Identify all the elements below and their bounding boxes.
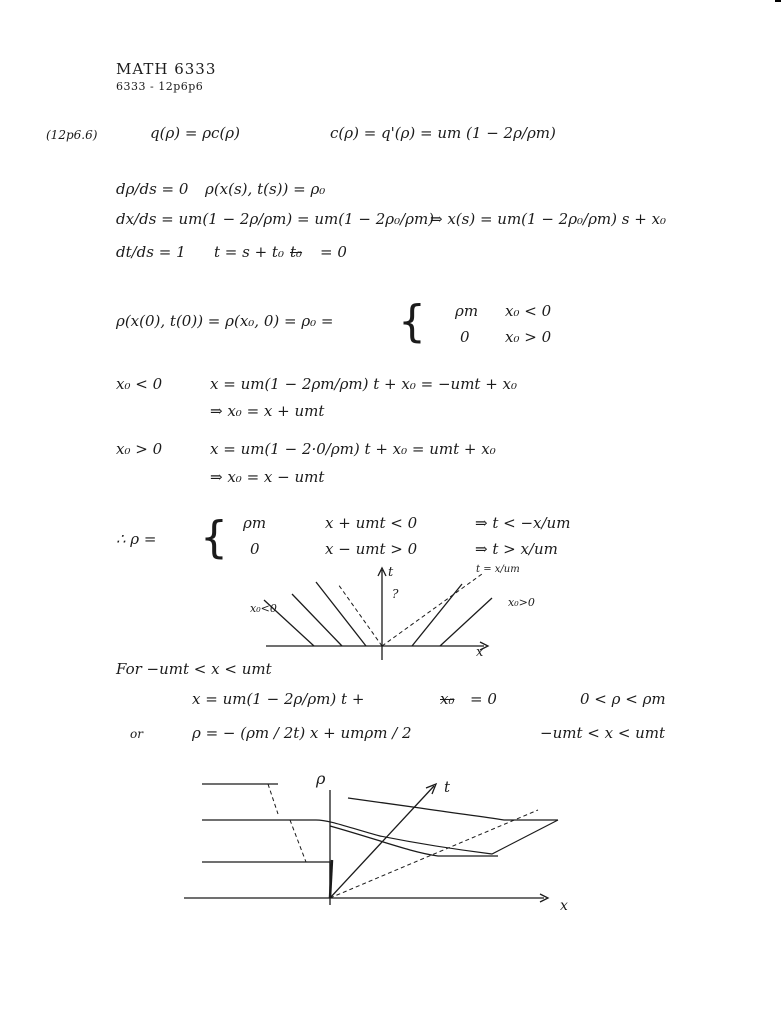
course-title: MATH 6333: [116, 60, 217, 78]
case1-label: x₀ < 0: [116, 375, 163, 393]
struck-x0: x₀: [440, 690, 455, 708]
fan-for-line: For −umt < x < umt: [116, 660, 272, 678]
right-characteristic: [412, 584, 462, 646]
figure2-t-label: t: [444, 778, 451, 796]
flux-equation: q(ρ) = ρc(ρ): [150, 124, 240, 142]
struck-t0: t₀: [290, 243, 303, 261]
drho-ds: dρ/ds = 0: [116, 180, 189, 198]
figure2-rho-label: ρ: [316, 769, 326, 788]
initial-brace: {: [398, 296, 426, 347]
case2-implication: ⇒ x₀ = x − umt: [210, 468, 325, 486]
solution-row2-condition: x − umt > 0: [325, 540, 418, 558]
figure1-t-label: t: [388, 565, 394, 580]
left-characteristic: [292, 594, 342, 646]
dt-ds: dt/ds = 1: [116, 243, 186, 261]
dt-zero: = 0: [320, 243, 347, 261]
solution-row2-value: 0: [250, 540, 260, 558]
drho-result: ρ(x(s), t(s)) = ρ₀: [205, 180, 326, 198]
right-fan-boundary: [382, 574, 482, 646]
initial-case1-condition: x₀ < 0: [505, 302, 552, 320]
page-corner-mark: [775, 0, 781, 2]
fan-rho-range: −umt < x < umt: [540, 724, 666, 742]
case1-equation: x = um(1 − 2ρm/ρm) t + x₀ = −umt + x₀: [210, 375, 518, 393]
solution-brace: {: [200, 512, 228, 563]
initial-case2-condition: x₀ > 0: [505, 328, 552, 346]
course-code: 6333 - 12p6p6: [116, 80, 204, 93]
figure1-right-label: x₀>0: [508, 596, 535, 609]
fan-or: or: [130, 727, 143, 741]
char-speed-equation: c(ρ) = q'(ρ) = um (1 − 2ρ/ρm): [330, 124, 556, 142]
solution-therefore: ∴ ρ =: [116, 530, 157, 548]
case2-equation: x = um(1 − 2·0/ρm) t + x₀ = umt + x₀: [210, 440, 496, 458]
characteristics-diagram: [230, 560, 560, 660]
figure2-x-label: x: [560, 898, 568, 914]
density-profile: [202, 862, 330, 898]
solution-row1-implication: ⇒ t < −x/um: [475, 514, 571, 532]
fan-edge-line: [330, 810, 538, 898]
figure1-left-label: x₀<0: [250, 602, 277, 615]
dx-ds: dx/ds = um(1 − 2ρ/ρm) = um(1 − 2ρ₀/ρm): [116, 210, 435, 228]
case2-label: x₀ > 0: [116, 440, 163, 458]
figure1-x-label: x: [476, 645, 484, 660]
guide-line: [290, 820, 306, 862]
guide-line: [268, 784, 278, 814]
solution-row1-value: ρm: [243, 514, 267, 532]
figure1-ray-label: t = x/um: [476, 564, 520, 575]
problem-label: (12p6.6): [46, 128, 98, 142]
initial-case1-value: ρm: [455, 302, 479, 320]
case1-implication: ⇒ x₀ = x + umt: [210, 402, 325, 420]
density-profile-diagram: [180, 770, 580, 920]
dt-result: t = s + t₀: [214, 243, 284, 261]
left-fan-boundary: [338, 584, 382, 646]
solution-row2-implication: ⇒ t > x/um: [475, 540, 558, 558]
right-characteristic: [440, 598, 492, 646]
fan-rho-equation: ρ = − (ρm / 2t) x + umρm / 2: [192, 724, 412, 742]
density-profile: [348, 798, 558, 820]
solution-row1-condition: x + umt < 0: [325, 514, 418, 532]
left-characteristic: [316, 582, 366, 646]
fan-range: 0 < ρ < ρm: [580, 690, 666, 708]
fan-equation: x = um(1 − 2ρ/ρm) t +: [192, 690, 365, 708]
figure1-question: ?: [392, 587, 399, 601]
initial-lhs: ρ(x(0), t(0)) = ρ(x₀, 0) = ρ₀ =: [116, 312, 334, 330]
initial-case2-value: 0: [460, 328, 470, 346]
fan-zero: = 0: [470, 690, 497, 708]
dx-result: ⇒ x(s) = um(1 − 2ρ₀/ρm) s + x₀: [430, 210, 667, 228]
density-profile: [202, 820, 558, 854]
